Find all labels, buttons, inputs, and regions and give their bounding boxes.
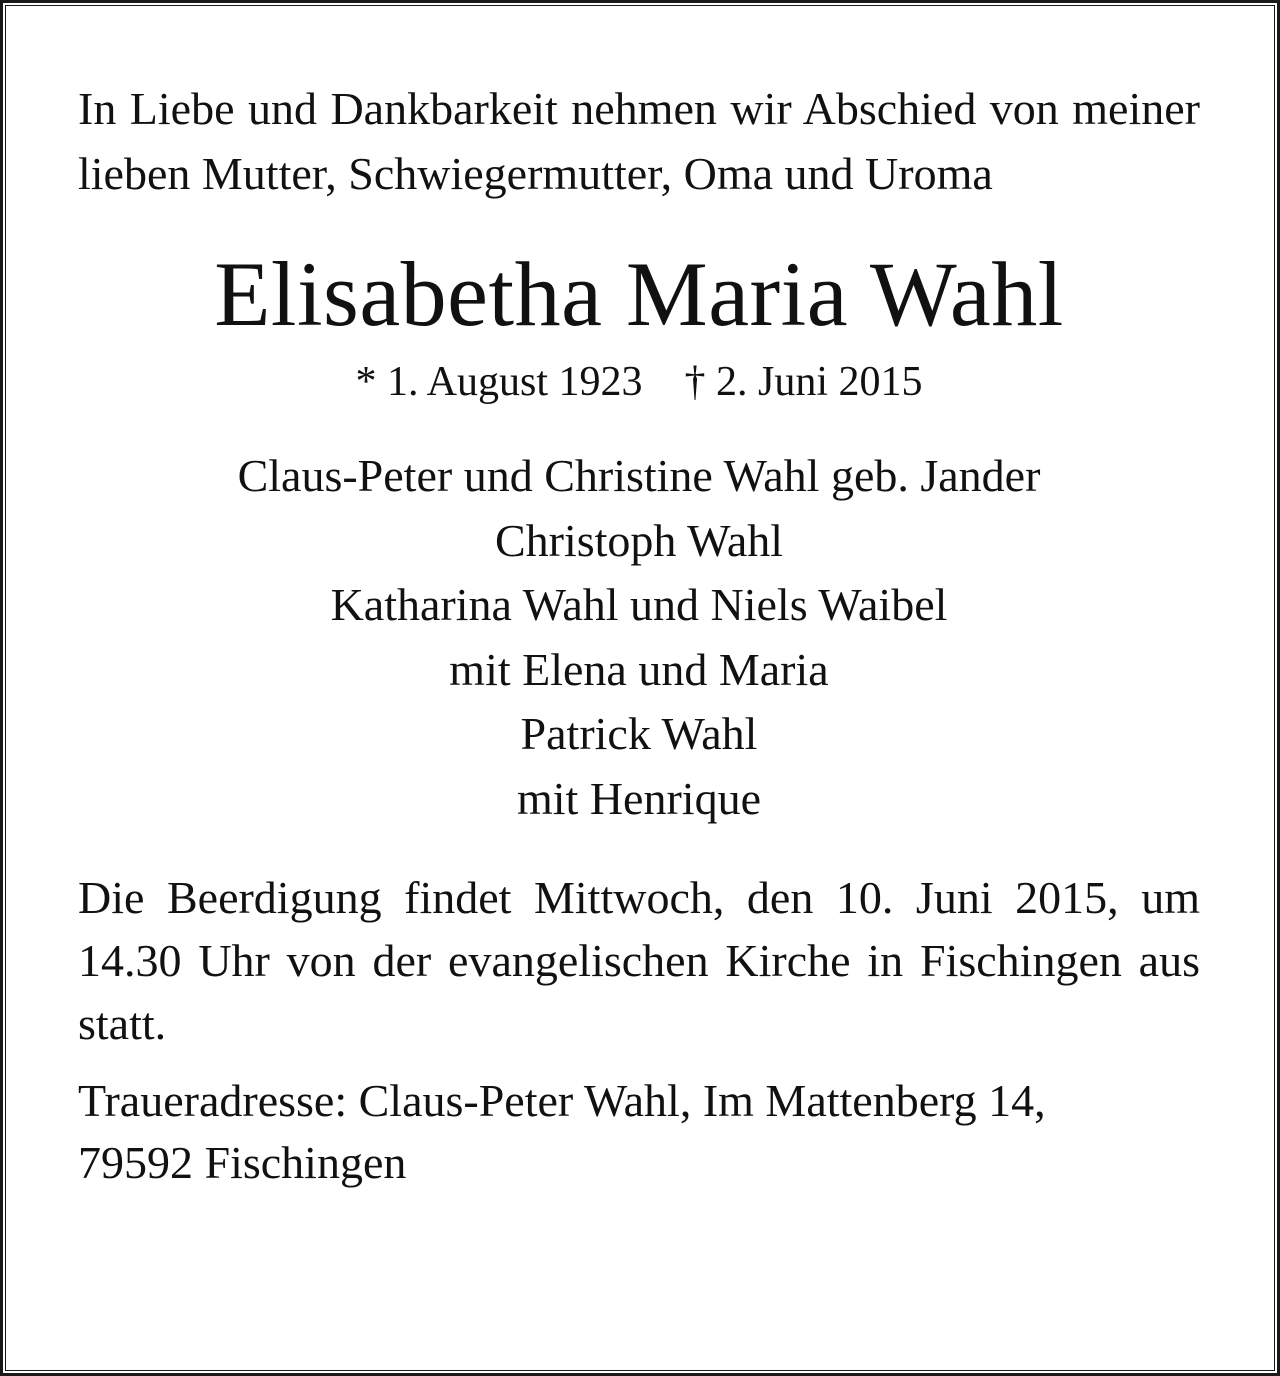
- birth-date: * 1. August 1923: [355, 359, 643, 405]
- deceased-name: Elisabetha Maria Wahl: [214, 243, 1064, 345]
- death-date: † 2. Juni 2015: [684, 359, 923, 405]
- mourner-line: mit Henrique: [517, 772, 761, 824]
- mourner-line: Katharina Wahl und Niels Waibel: [330, 579, 948, 630]
- mourner-line: Christoph Wahl: [494, 514, 784, 566]
- intro-text: In Liebe und Dankbarkeit nehmen wir Abschied von meiner lieben Mutter, Schwiegermutter, Oma und Uroma: [78, 83, 1200, 199]
- mourner-line: mit Elena und Maria: [449, 643, 829, 695]
- address-line: Traueradresse: Claus-Peter Wahl, Im Mattenberg 14,: [78, 1075, 1046, 1126]
- mourner-line: Claus-Peter und Christine Wahl geb. Jander: [237, 450, 1041, 501]
- mourning-address: [78, 1070, 1200, 1194]
- address-line: 79592 Fischingen: [78, 1137, 407, 1188]
- funeral-info: Die Beerdigung findet Mittwoch, den 10. Juni 2015, um 14.30 Uhr von der evangelischen Kirche in Fischingen aus statt.: [78, 872, 1200, 1049]
- mourner-line: Patrick Wahl: [520, 708, 758, 759]
- obituary-notice: [78, 76, 1200, 1194]
- life-dates: [78, 352, 1200, 412]
- mourners-list: [78, 444, 1200, 831]
